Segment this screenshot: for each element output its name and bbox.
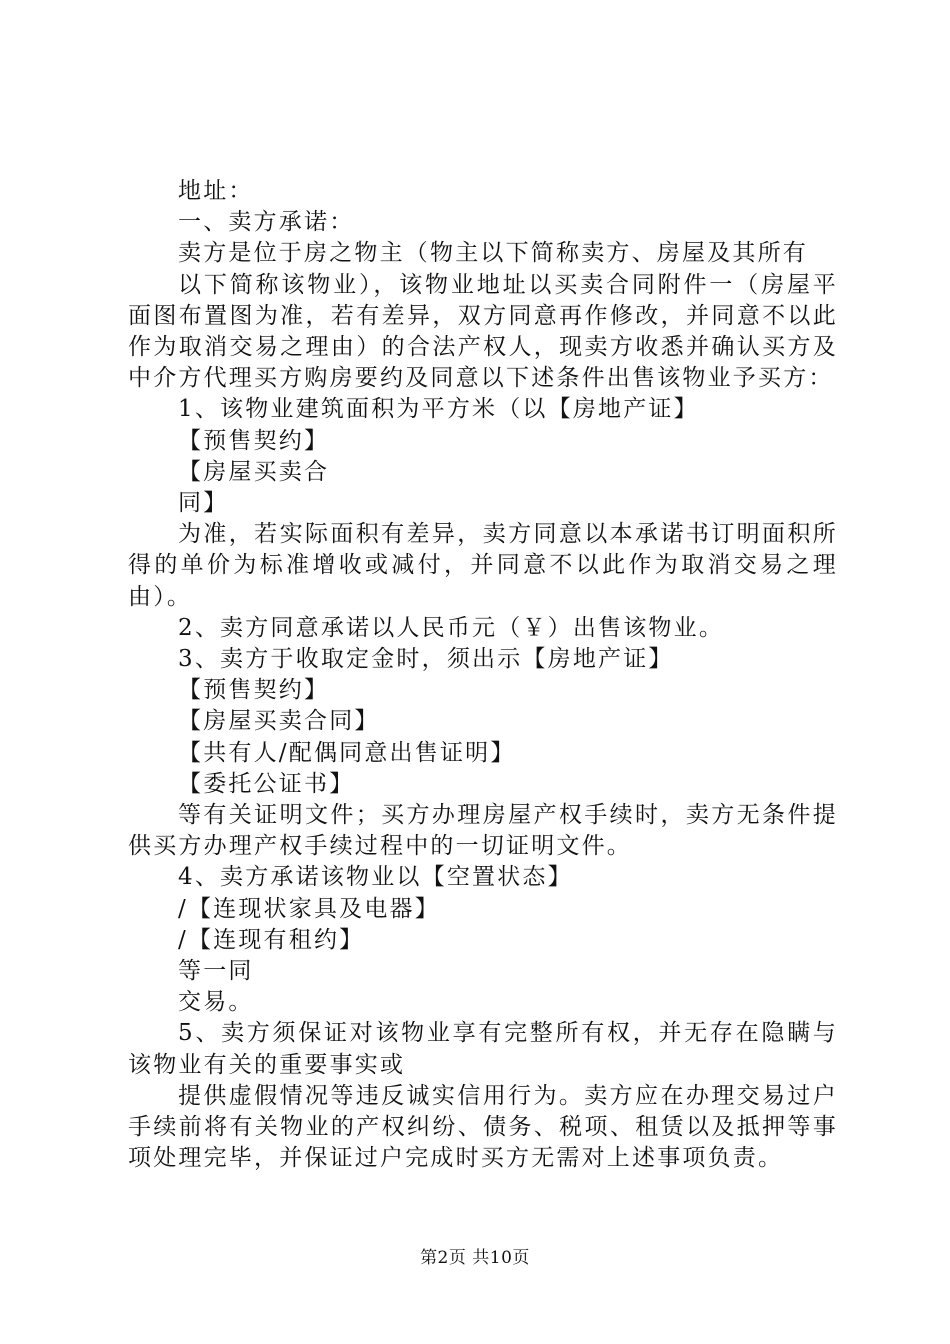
paragraph: 交易。 [178, 989, 254, 1016]
paragraph: 【房屋买卖合同】 [178, 708, 380, 735]
paragraph: 等有关证明文件；买方办理房屋产权手续时，卖方无条件提供买方办理产权手续过程中的一切证明文件。 [128, 802, 838, 860]
paragraph: 等一同 [178, 958, 254, 985]
paragraph-item-4: 4、卖方承诺该物业以【空置状态】 [178, 864, 573, 891]
paragraph: 【共有人/配偶同意出售证明】 [178, 739, 516, 766]
document-body [128, 176, 838, 1175]
paragraph-item-3: 3、卖方于收取定金时，须出示【房地产证】 [178, 646, 674, 673]
paragraph: 【房屋买卖合 [178, 458, 330, 485]
paragraph: 以下简称该物业），该物业地址以买卖合同附件一（房屋平面图布置图为准，若有差异，双方同意再作修改，并同意不以此作为取消交易之理由）的合法产权人，现卖方收悉并确认买方及中介方代理买方购房要约及同意以下述条件出售该物业予买方： [128, 271, 838, 392]
paragraph-item-2: 2、卖方同意承诺以人民币元（￥）出售该物业。 [178, 614, 725, 641]
paragraph-item-5: 5、卖方须保证对该物业享有完整所有权，并无存在隐瞒与该物业有关的重要事实或 [128, 1020, 838, 1078]
paragraph: /【连现有租约】 [178, 926, 365, 953]
paragraph: 【预售契约】 [178, 427, 330, 454]
paragraph: 同】 [178, 490, 229, 517]
paragraph: 为准，若实际面积有差异，卖方同意以本承诺书订明面积所得的单价为标准增收或减付，并同意不以此作为取消交易之理由）。 [128, 521, 838, 610]
paragraph-section-heading: 一、卖方承诺： [178, 209, 355, 236]
page-footer [0, 1243, 950, 1268]
paragraph: 【预售契约】 [178, 677, 330, 704]
paragraph-item-1: 1、该物业建筑面积为平方米（以【房地产证】 [178, 396, 699, 423]
paragraph: 提供虚假情况等违反诚实信用行为。卖方应在办理交易过户手续前将有关物业的产权纠纷、债务、税项、租赁以及抵押等事项处理完毕，并保证过户完成时买方无需对上述事项负责。 [128, 1082, 838, 1172]
paragraph: 【委托公证书】 [178, 770, 355, 797]
page-number-label: 第2页 共10页 [420, 1248, 530, 1268]
paragraph-address: 地址： [178, 178, 254, 204]
paragraph: 卖方是位于房之物主（物主以下简称卖方、房屋及其所有 [178, 240, 808, 267]
paragraph: /【连现状家具及电器】 [178, 895, 440, 922]
